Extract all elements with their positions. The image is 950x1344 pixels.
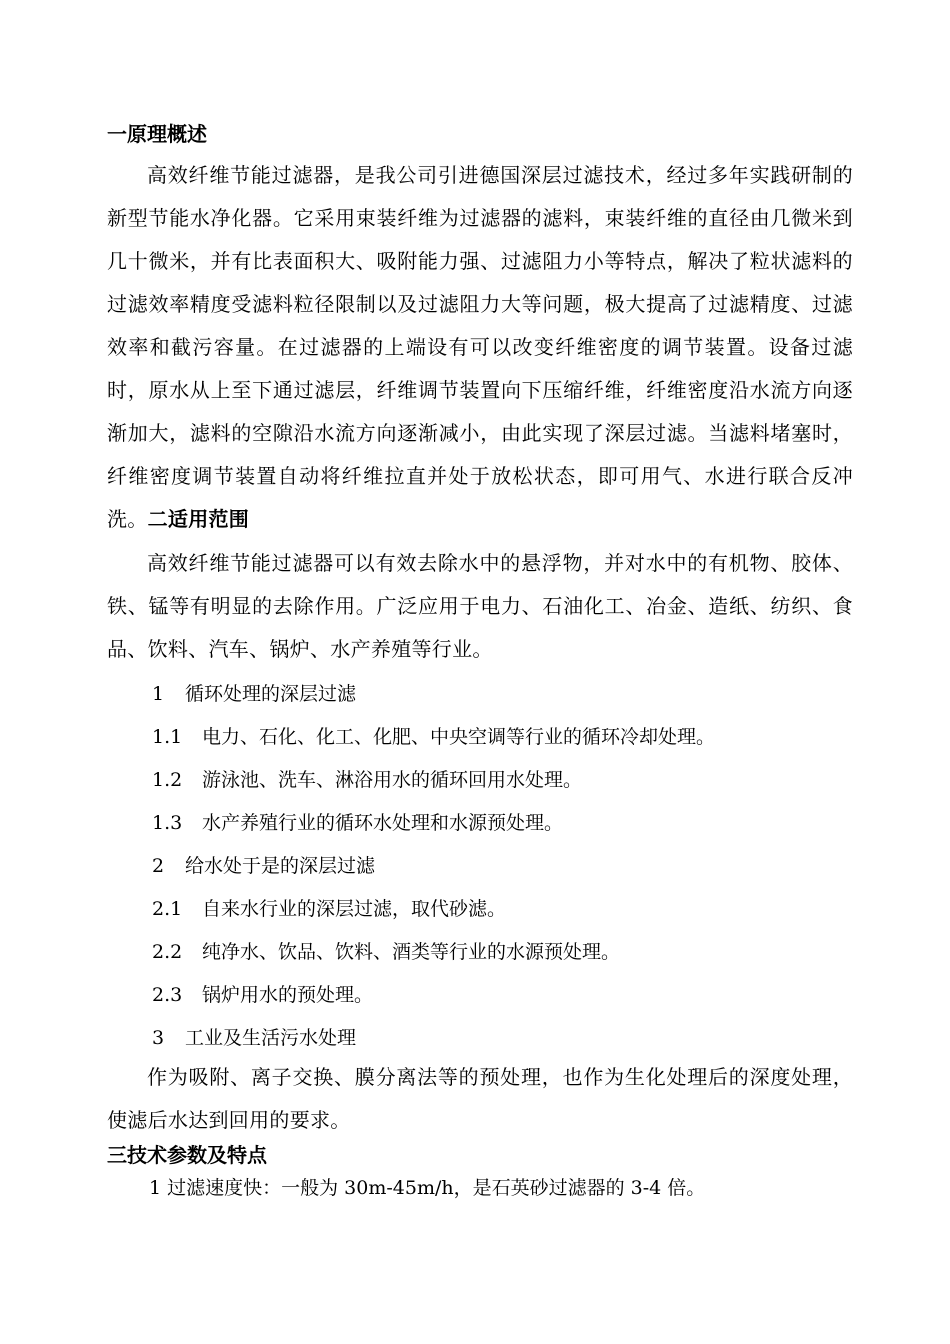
- list-item-text: 给水处于是的深层过滤: [185, 855, 376, 877]
- principle-paragraph: [107, 154, 853, 541]
- list-item-text: 锅炉用水的预处理。: [202, 984, 374, 1006]
- list-item: [152, 938, 620, 966]
- list-item-text: 电力、石化、化工、化肥、中央空调等行业的循环冷却处理。: [202, 726, 716, 748]
- list-item: [152, 766, 582, 794]
- list-item-text: 自来水行业的深层过滤，取代砂滤。: [202, 898, 507, 920]
- list-item-number: 1.1: [152, 726, 183, 748]
- principle-text: 高效纤维节能过滤器，是我公司引进德国深层过滤技术，经过多年实践研制的新型节能水净化器。它采用束装纤维为过滤器的滤料，束装纤维的直径由几微米到几十微米，并有比表面积大、吸附能力强、过滤阻力小等特点，解决了粒状滤料的过滤效率精度受滤料粒径限制以及过滤阻力大等问题，极大提高了过滤精度、过滤效率和截污容量。在过滤器的上端设有可以改变纤维密度的调节装置。设备过滤时，原水从上至下通过滤层，纤维调节装置向下压缩纤维，纤维密度沿水流方向逐渐加大，滤料的空隙沿水流方向逐渐减小，由此实现了深层过滤。当滤料堵塞时，纤维密度调节装置自动将纤维拉直并处于放松状态，即可用气、水进行联合反冲洗。: [107, 163, 853, 531]
- list-item-number: 1.3: [152, 812, 183, 834]
- section-heading-scope: 二适用范围: [147, 507, 250, 531]
- list-item-number: 1.2: [152, 769, 183, 791]
- scope-paragraph: 高效纤维节能过滤器可以有效去除水中的悬浮物，并对水中的有机物、胶体、铁、锰等有明显的去除作用。广泛应用于电力、石油化工、冶金、造纸、纺织、食品、饮料、汽车、锅炉、水产养殖等行业。: [107, 551, 853, 661]
- list-item: [152, 852, 375, 880]
- section-heading-parameters: 三技术参数及特点: [107, 1143, 267, 1167]
- list-item-number: 2.2: [152, 941, 183, 963]
- list-item: [152, 723, 715, 751]
- list-item-number: 3: [152, 1027, 165, 1049]
- scope-closing-paragraph: 作为吸附、离子交换、膜分离法等的预处理，也作为生化处理后的深度处理，使滤后水达到回用的要求。: [107, 1065, 853, 1132]
- list-item-text: 纯净水、饮品、饮料、酒类等行业的水源预处理。: [202, 941, 621, 963]
- parameter-line: 1 过滤速度快：一般为 30m-45m/h，是石英砂过滤器的 3-4 倍。: [149, 1177, 706, 1199]
- list-item-number: 1: [152, 683, 165, 705]
- section-heading-principle: 一原理概述: [107, 122, 207, 146]
- list-item-number: 2.3: [152, 984, 183, 1006]
- list-item: [152, 1024, 356, 1052]
- list-item-text: 水产养殖行业的循环水处理和水源预处理。: [202, 812, 564, 834]
- list-item-text: 循环处理的深层过滤: [185, 683, 357, 705]
- list-item-text: 工业及生活污水处理: [185, 1027, 357, 1049]
- list-item-number: 2: [152, 855, 165, 877]
- list-item-text: 游泳池、洗车、淋浴用水的循环回用水处理。: [202, 769, 583, 791]
- list-item: [152, 680, 356, 708]
- list-item: [152, 981, 373, 1009]
- list-item: [152, 809, 563, 837]
- list-item: [152, 895, 506, 923]
- list-item-number: 2.1: [152, 898, 183, 920]
